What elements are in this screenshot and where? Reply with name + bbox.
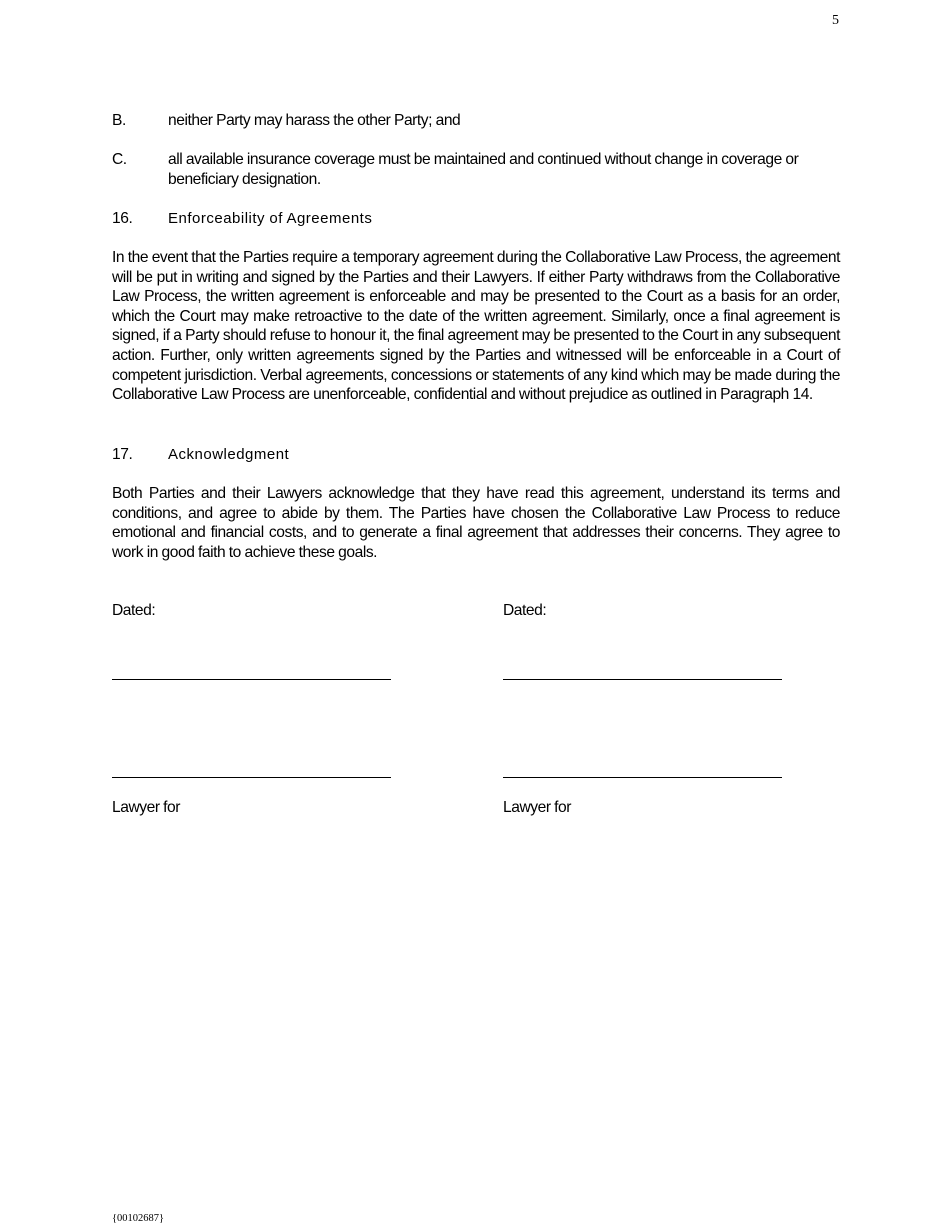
- dated-label-right: Dated:: [503, 602, 547, 619]
- section-16-paragraph: In the event that the Parties require a temporary agreement during the Collaborative Law Process, the agreement will be put in writing and signed by the Parties and their Lawyers. If either Party withdraws from the Collaborative Law Process, the written agreement is enforceable and may be presented to the Court as a basis for an order, which the Court may make retroactive to the date of the written agreement. Similarly, once a final agreement is signed, if a Party should refuse to honour it, the final agreement may be presented to the Court in any subsequent action. Further, only written agreements signed by the Parties and witnessed will be enforceable in a Court of competent jurisdiction. Verbal agreements, concessions or statements of any kind which may be made during the Collaborative Law Process are unenforceable, confidential and without prejudice as outlined in Paragraph 14.: [112, 249, 840, 404]
- section-16-heading: [112, 209, 840, 229]
- list-item-letter: C.: [112, 151, 127, 168]
- list-item-c: [112, 150, 840, 190]
- date-signature-line-right: [503, 679, 782, 680]
- list-item-text: all available insurance coverage must be maintained and continued without change in coverage or beneficiary designation.: [168, 151, 799, 188]
- date-signature-line-left: [112, 679, 391, 680]
- document-code: {00102687}: [112, 1213, 165, 1224]
- section-number: 17.: [112, 446, 133, 463]
- lawyer-label-left: Lawyer for: [112, 799, 180, 816]
- lawyer-signature-line-left: [112, 777, 391, 778]
- section-title: Enforceability of Agreements: [168, 210, 373, 227]
- lawyer-label-right: Lawyer for: [503, 799, 571, 816]
- section-17-heading: [112, 445, 840, 465]
- page-number: 5: [832, 13, 839, 28]
- section-title: Acknowledgment: [168, 446, 290, 463]
- dated-label-left: Dated:: [112, 602, 156, 619]
- list-item-letter: B.: [112, 112, 126, 129]
- section-17-paragraph: Both Parties and their Lawyers acknowledge that they have read this agreement, understand its terms and conditions, and agree to abide by them. The Parties have chosen the Collaborative Law Process to reduce emotional and financial costs, and to generate a final agreement that addresses their concerns. They agree to work in good faith to achieve these goals.: [112, 485, 840, 561]
- section-number: 16.: [112, 210, 133, 227]
- lawyer-signature-line-right: [503, 777, 782, 778]
- list-item-text: neither Party may harass the other Party; and: [168, 112, 461, 129]
- list-item-b: [112, 111, 840, 131]
